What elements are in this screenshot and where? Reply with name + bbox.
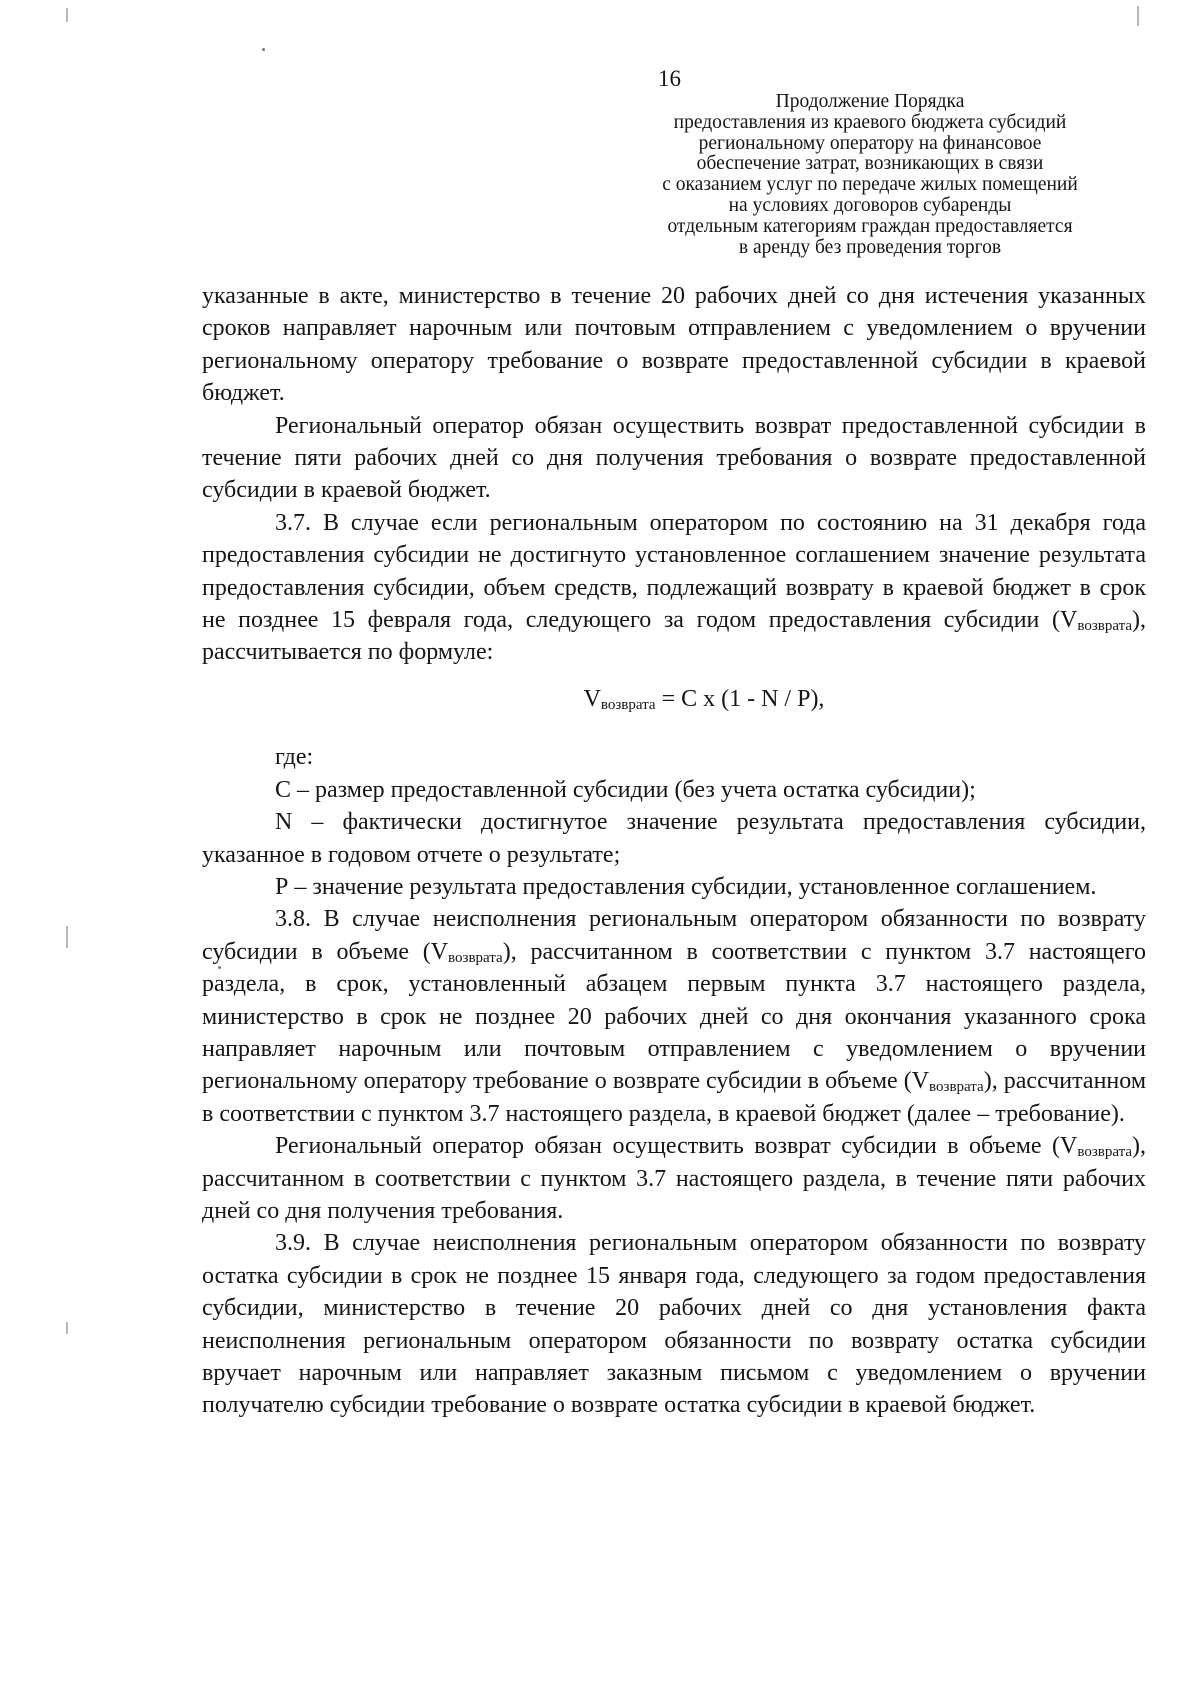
header-line: обеспечение затрат, возникающих в связи [696, 153, 1044, 175]
refund-formula [202, 683, 1146, 715]
header-line: региональному оператору на финансовое [698, 132, 1042, 154]
scan-artifact-mark [1137, 6, 1139, 26]
paragraph-3-7 [202, 507, 1146, 669]
paragraph-text: ), рассчитанном в соответствии с пунктом 3.7 настоящего раздела, в срок, установленный абзацем первым пункта 3.7 настоящего раздела, министерство в срок не позднее 20 рабочих дней со дня окончания указанного срока направляет нарочным или почтовым отправлением с уведомлением о вручении региональному оператору требование о возврате субсидии в объеме (V [202, 938, 1146, 1095]
header-line: на условиях договоров субаренды [728, 194, 1012, 216]
formula-where-label: где: [275, 744, 314, 771]
paragraph-text: 3.7. В случае если региональным оператором по состоянию на 31 декабря года предоставления субсидии не достигнуто установленное соглашением значение результата предоставления субсидии, объем средств, подлежащий возврату в краевой бюджет в срок не позднее 15 февраля года, следующего за годом предоставления субсидии (V [202, 509, 1146, 634]
definition-n: N – фактически достигнутое значение результата предоставления субсидии, указанное в годовом отчете о результате; [202, 809, 1146, 868]
paragraph-text: 3.8. В случае неисполнения региональным оператором обязанности по возврату субсидии в объеме (V [202, 906, 1146, 965]
page-number: 16 [658, 66, 681, 91]
scan-artifact-dot [262, 48, 265, 51]
scan-artifact-mark [66, 8, 68, 22]
subscript-text: возврата [448, 949, 503, 966]
definition-p: Р – значение результата предоставления субсидии, установленное соглашением. [275, 873, 1097, 900]
subscript-text: возврата [929, 1079, 984, 1096]
document-header [620, 92, 1120, 258]
document-body [202, 280, 1146, 1422]
formula-variable: V [583, 685, 601, 712]
header-line: предоставления из краевого бюджета субсидий [673, 111, 1067, 133]
paragraph-3-9: 3.9. В случае неисполнения региональным оператором обязанности по возврату остатка субсидии в срок не позднее 15 января года, следующего за годом предоставления субсидии, министерство в течение 20 рабочих дней со дня установления факта неисполнения региональным оператором обязанности по возврату остатка субсидии вручает нарочным или направляет заказным письмом с уведомлением о вручении получателю субсидии требование о возврате остатка субсидии в краевой бюджет. [202, 1230, 1146, 1419]
header-line: Продолжение Порядка [775, 91, 965, 112]
scan-artifact-mark [66, 1322, 68, 1334]
paragraph-3-8 [202, 903, 1146, 1130]
header-line: с оказанием услуг по передаче жилых помещений [662, 174, 1078, 196]
header-line: отдельным категориям граждан предоставляется [667, 215, 1073, 237]
paragraph-refund-obligation: Региональный оператор обязан осуществить возврат предоставленной субсидии в течение пяти рабочих дней со дня получения требования о возврате предоставленной субсидии в краевой бюджет. [202, 412, 1146, 504]
subscript-text: возврата [1077, 1144, 1132, 1161]
paragraph-continuation: указанные в акте, министерство в течение 20 рабочих дней со дня истечения указанных сроков направляет нарочным или почтовым отправлением с уведомлением о вручении региональному оператору требование о возврате предоставленной субсидии в краевой бюджет. [202, 283, 1146, 407]
paragraph-text: Региональный оператор обязан осуществить возврат субсидии в объеме (V [275, 1133, 1078, 1160]
header-line: в аренду без проведения торгов [738, 236, 1002, 258]
formula-expression: = C x (1 - N / P), [655, 685, 825, 712]
definition-c: С – размер предоставленной субсидии (без учета остатка субсидии); [275, 776, 976, 803]
paragraph-text: ), рассчитанном в соответствии с пунктом 3.7 настоящего раздела, в течение пяти рабочих дней со дня получения требования. [202, 1133, 1146, 1224]
scan-artifact-mark [66, 926, 68, 948]
paragraph-3-8-refund [202, 1130, 1146, 1227]
paragraph-text: ), рассчитывается по формуле: [202, 607, 1146, 666]
paragraph-text: ), рассчитанном в соответствии с пунктом 3.7 настоящего раздела, в краевой бюджет (далее – требование). [202, 1068, 1147, 1127]
subscript-text: возврата [1077, 618, 1132, 635]
formula-subscript: возврата [600, 696, 656, 713]
